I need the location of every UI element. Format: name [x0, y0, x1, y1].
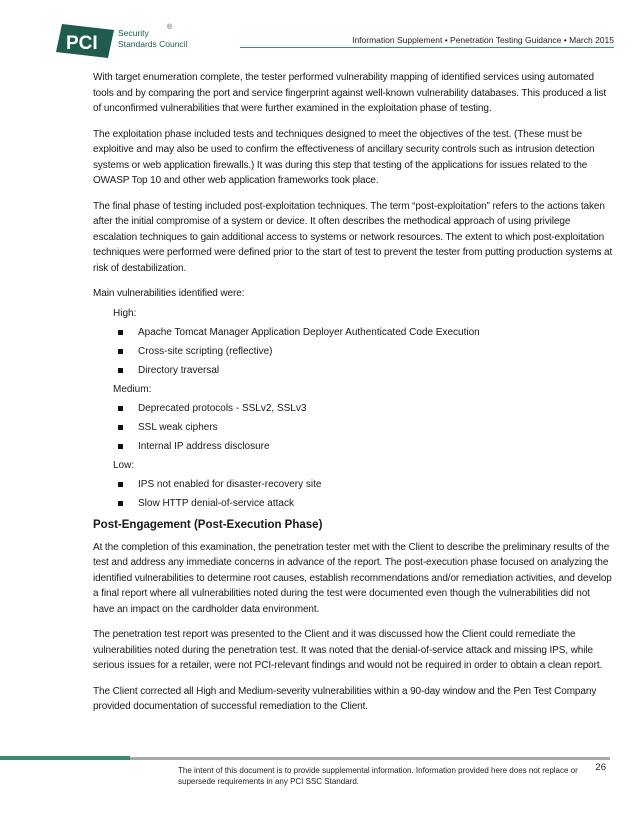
- square-bullet-icon: [118, 444, 123, 449]
- vuln-group-label: High:: [113, 307, 137, 319]
- square-bullet-icon: [118, 368, 123, 373]
- footer-disclaimer: The intent of this document is to provide supplemental information. Information provided here does not replace or supersede requirements in any PCI SSC Standard.: [178, 766, 578, 786]
- vuln-item-text: Apache Tomcat Manager Application Deployer Authenticated Code Execution: [138, 326, 480, 338]
- section-heading-post-engagement: Post-Engagement (Post-Execution Phase): [93, 518, 323, 531]
- pci-logo-wordmark: [118, 28, 187, 50]
- square-bullet-icon: [118, 406, 123, 411]
- pci-logo-mark-text: PCI: [66, 33, 98, 54]
- pci-logo-line1: Security: [118, 28, 149, 38]
- vuln-item-text: Cross-site scripting (reflective): [138, 345, 273, 357]
- square-bullet-icon: [118, 330, 123, 335]
- vuln-group-label: Low:: [113, 459, 135, 471]
- vuln-item: [113, 344, 613, 359]
- square-bullet-icon: [118, 425, 123, 430]
- header-rule: [240, 47, 614, 48]
- vuln-item-text: Deprecated protocols - SSLv2, SSLv3: [138, 402, 307, 414]
- pci-logo-icon: [56, 20, 116, 62]
- pci-logo-line2: Standards Council: [118, 39, 188, 49]
- vuln-list: [93, 477, 613, 511]
- vuln-item-text: Internal IP address disclosure: [138, 440, 270, 452]
- vuln-group-low: [93, 458, 613, 511]
- footer-accent-bar: [0, 756, 130, 760]
- vuln-item-text: Directory traversal: [138, 364, 220, 376]
- vuln-item-text: Slow HTTP denial-of-service attack: [138, 497, 294, 509]
- vuln-item-text: SSL weak ciphers: [138, 421, 218, 433]
- vuln-item: [113, 325, 613, 340]
- vuln-item: [113, 477, 613, 492]
- paragraph-exploitation-phase: The exploitation phase included tests and techniques designed to meet the objectives of the test. (These must be exploitive and may also be used to confirm the effectiveness of ancillary security controls such as intrusion detection systems or web application firewalls.) It was during this step that testing of the applications for issues related to the OWASP Top 10 and other web application frameworks took place.: [93, 128, 595, 186]
- vuln-group-label: Medium:: [113, 383, 152, 395]
- paragraph-post-exploitation: The final phase of testing included post-exploitation techniques. The term “post-exploitation” refers to the actions taken after the initial compromise of a system or device. It often describes the methodical approach of using privilege escalation techniques to gain additional access to systems or network resources. The extent to which post-exploitation techniques were performed were defined prior to the start of test to prevent the tester from putting production systems at risk of destabilization.: [93, 200, 613, 274]
- page-number: 26: [595, 762, 606, 773]
- vuln-item: [113, 439, 613, 454]
- vuln-item: [113, 401, 613, 416]
- vuln-item-text: IPS not enabled for disaster-recovery site: [138, 478, 322, 490]
- square-bullet-icon: [118, 482, 123, 487]
- square-bullet-icon: [118, 501, 123, 506]
- paragraph-post-engagement: At the completion of this examination, the penetration tester met with the Client to describe the preliminary results of the test and address any immediate concerns in advance of the report. The post-execution phase focused on analyzing the identified vulnerabilities to determine root causes, establish recommendations and/or remediation activities, and develop a final report where all vulnerabilities noted during the test were documented even though the vulnerabilities did not have an impact on the cardholder data environment.: [93, 541, 612, 615]
- vuln-item: [113, 363, 613, 378]
- vuln-list: [93, 325, 613, 378]
- running-header: Information Supplement • Penetration Testing Guidance • March 2015: [352, 35, 614, 45]
- square-bullet-icon: [118, 349, 123, 354]
- pci-logo: [56, 20, 226, 62]
- paragraph-remediation: The Client corrected all High and Medium-severity vulnerabilities within a 90-day window and the Pen Test Company provided documentation of successful remediation to the Client.: [93, 685, 597, 712]
- paragraph-vulnerability-mapping: With target enumeration complete, the tester performed vulnerability mapping of identified services using automated tools and by comparing the port and service fingerprint against well-known vulnerability databases. This produced a list of unconfirmed vulnerabilities that were further examined in the exploitation phase of testing.: [93, 72, 607, 114]
- vuln-group-high: [93, 306, 613, 378]
- registered-mark: ®: [167, 24, 173, 31]
- vuln-item: [113, 420, 613, 435]
- page-content: [93, 70, 613, 725]
- vuln-item: [113, 496, 613, 511]
- vuln-group-medium: [93, 382, 613, 454]
- footer-rule: [130, 757, 610, 760]
- vulnerabilities-intro: Main vulnerabilities identified were:: [93, 288, 245, 299]
- paragraph-report-presentation: The penetration test report was presented to the Client and it was discussed how the Client could remediate the vulnerabilities noted during the penetration test. It was noted that the denial-of-service attack and missing IPS, while serious issues for a retailer, were not PCI-relevant findings and would not be required in order to obtain a clean report.: [93, 629, 603, 671]
- vuln-list: [93, 401, 613, 454]
